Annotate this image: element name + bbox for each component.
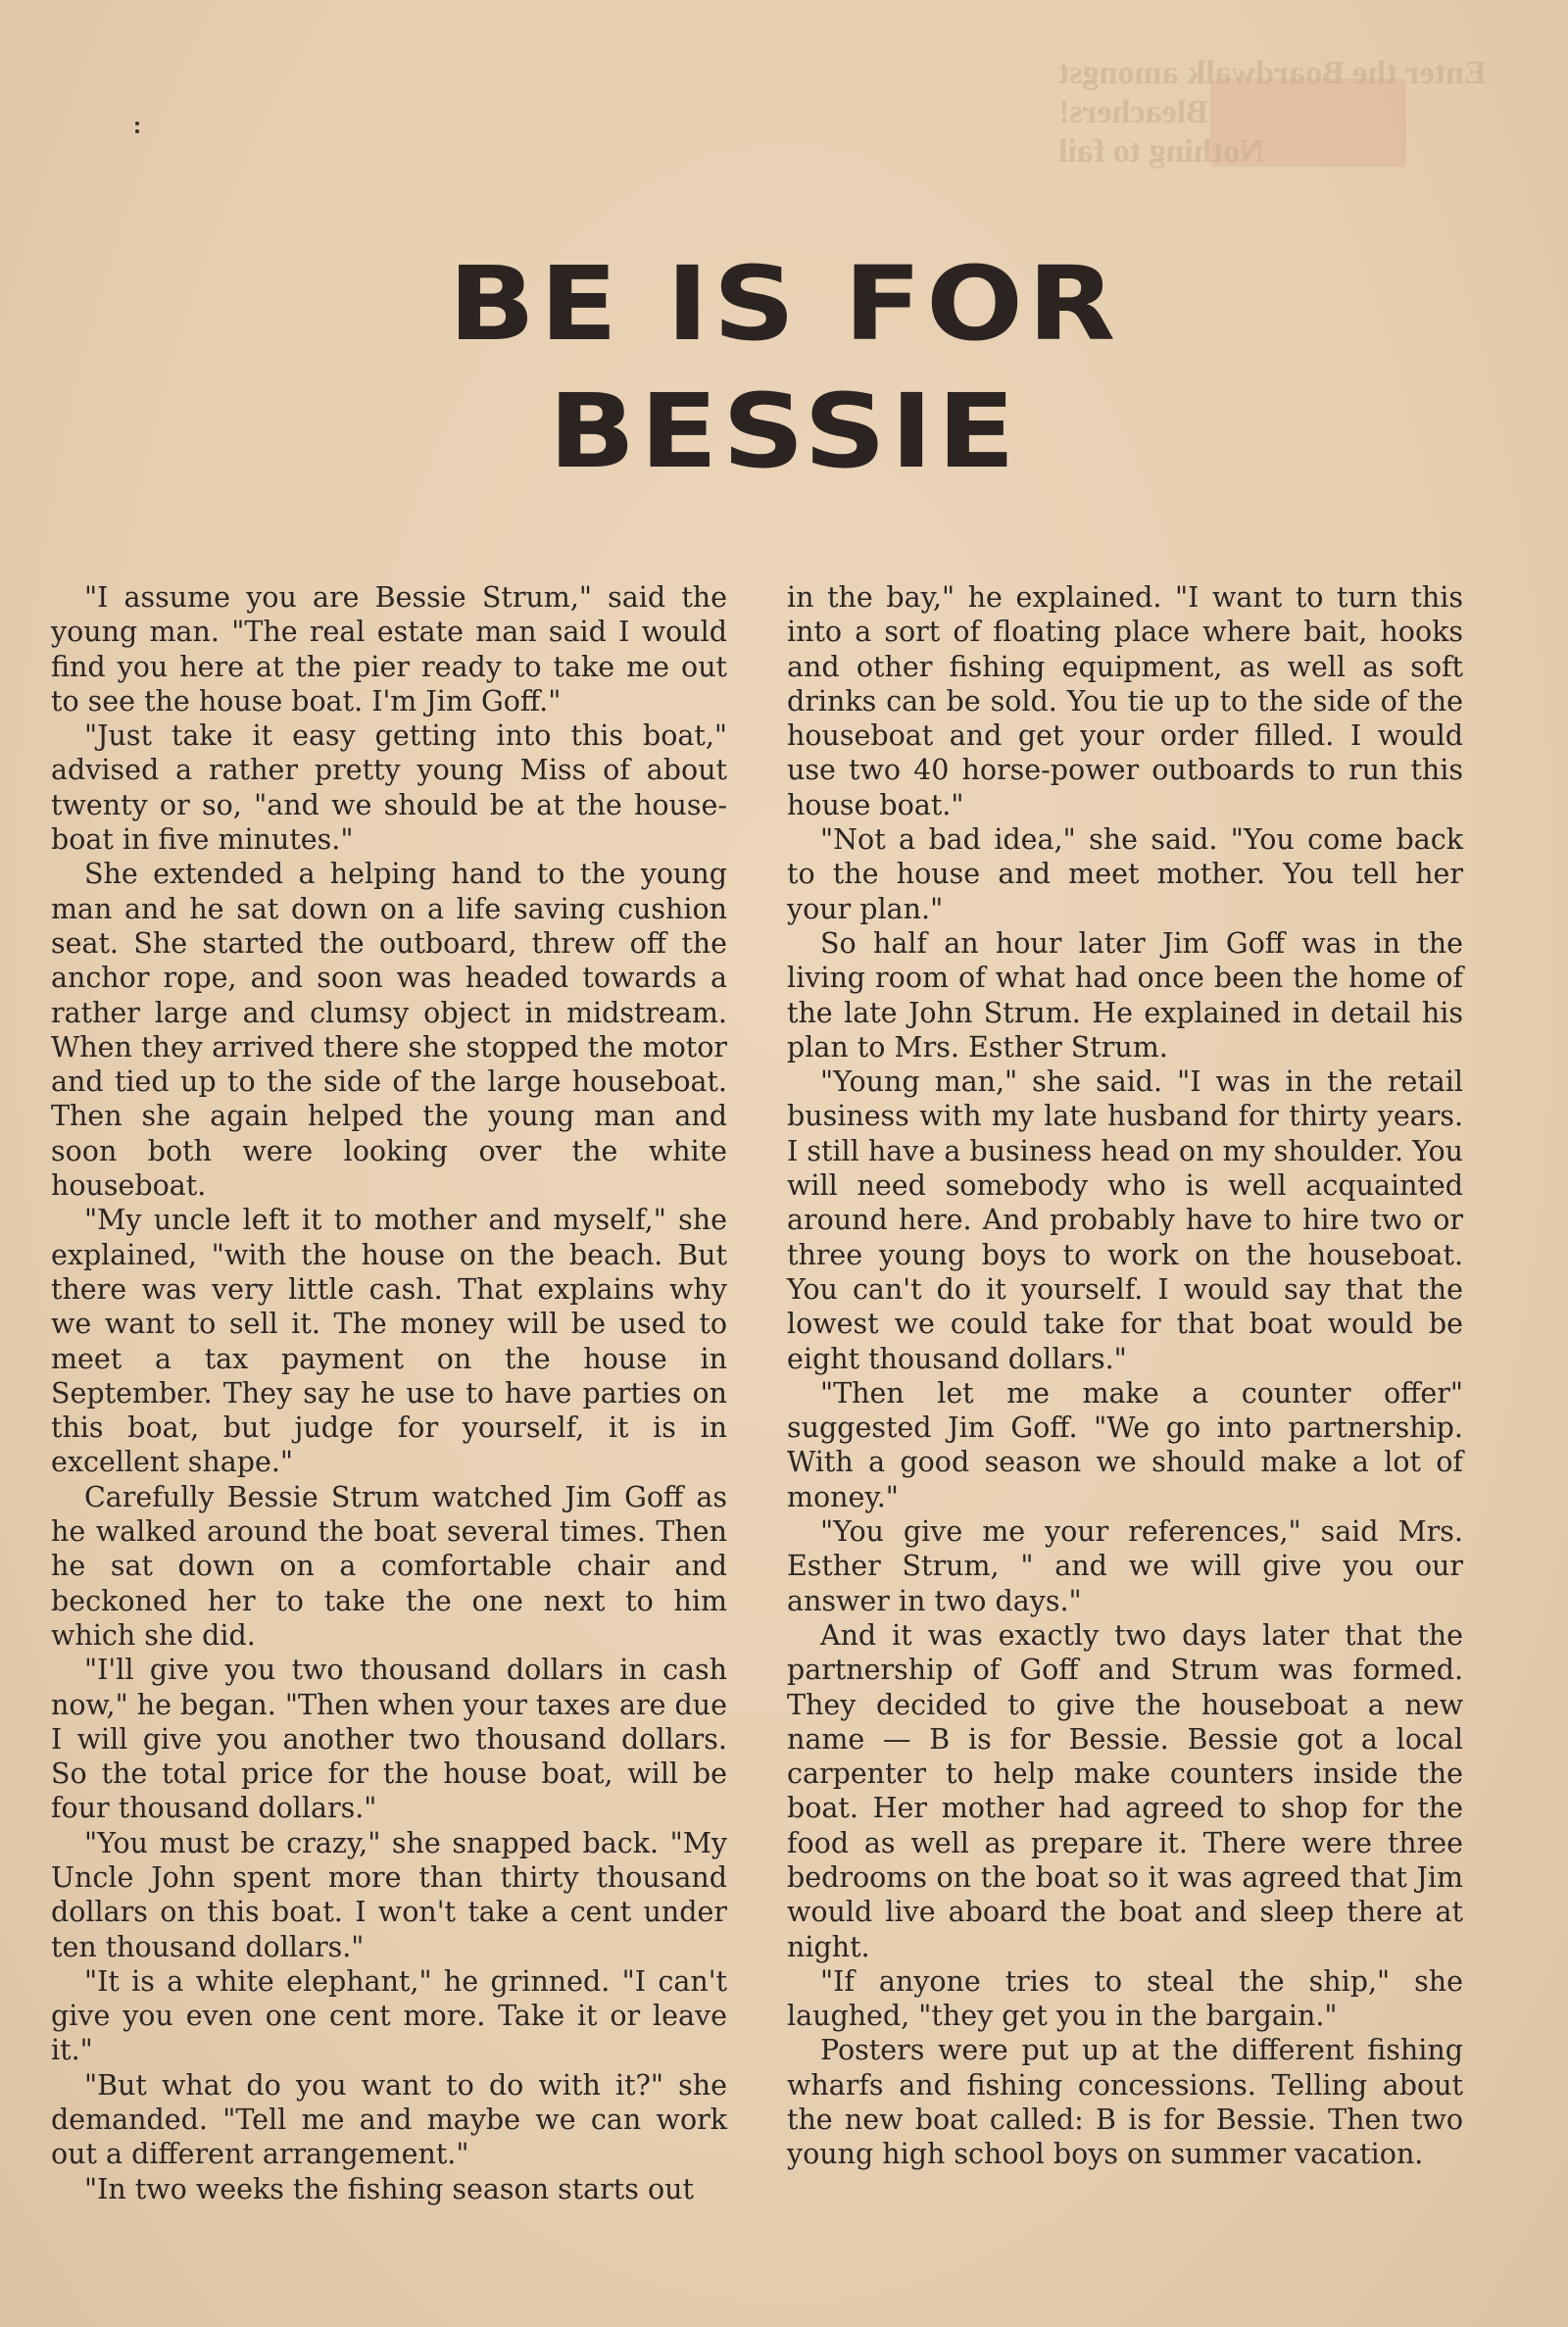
paragraph: "My uncle left it to mother and myself," she explained, "with the house on the beach. But there was very little cash. That explains why we want to sell it. The money will be used to meet a tax payment on the house in September. They say he use to have parties on this boat, but judge for yourself, it is in excellent shape." (51, 1204, 727, 1479)
right-column (787, 580, 1463, 2172)
paragraph: "It is a white elephant," he grinned. "I can't give you even one cent more. Take it or leave it." (51, 1964, 727, 2067)
paragraph: Posters were put up at the different fishing wharfs and fishing concessions. Telling about the new boat called: B is for Bessie. Then two young high school boys on summer vacation. (787, 2034, 1463, 2171)
paragraph: "I assume you are Bessie Strum," said the young man. "The real estate man said I would find you here at the pier ready to take me out to see the house boat. I'm Jim Goff." (51, 581, 727, 718)
paragraph: "I'll give you two thousand dollars in cash now," he began. "Then when your taxes are due I will give you another two thousand dollars. So the total price for the house boat, will be four thousand dollars." (51, 1654, 728, 1825)
paragraph: "In two weeks the fishing season starts out (84, 2172, 694, 2205)
print-speck (135, 129, 139, 133)
paragraph: So half an hour later Jim Goff was in the living room of what had once been the home of the late John Strum. He explained in detail his plan to Mrs. Esther Strum. (787, 926, 1463, 1064)
paragraph: "Then let me make a counter offer" suggested Jim Goff. "We go into partnership. With a good season we should make a lot of money." (787, 1376, 1463, 1513)
paragraph: "Young man," she said. "I was in the retail business with my late husband for thirty years. I still have a business head on my shoulder. You will need somebody who is well acquainted around here. And probably have to hire two or three young boys to work on the houseboat. You can't do it yourself. I would say that the lowest we could take for that boat would be eight thousand dollars." (787, 1065, 1463, 1375)
title-line-2: BESSIE (548, 371, 1020, 491)
story-title (0, 240, 1568, 495)
paragraph: "Just take it easy getting into this boat," advised a rather pretty young Miss of about twenty or so, "and we should be at the house-boat in five minutes." (51, 719, 727, 857)
left-column (51, 580, 727, 2206)
bleed-through-line-2: Nothing to fail (1058, 133, 1264, 170)
title-line-1: BE IS FOR (448, 244, 1120, 364)
paragraph: "If anyone tries to steal the ship," she laughed, "they get you in the bargain." (787, 1964, 1463, 2033)
paragraph: "But what do you want to do with it?" she demanded. "Tell me and maybe we can work out a different arrangement." (51, 2068, 727, 2171)
paragraph: She extended a helping hand to the young man and he sat down on a life saving cushion seat. She started the outboard, threw off the anchor rope, and soon was headed towards a rather large and clumsy object in midstream. When they arrived there she stopped the motor and tied up to the side of the large houseboat. Then she again helped the young man and soon both were looking over the white houseboat. (51, 858, 727, 1203)
paragraph: "You must be crazy," she snapped back. "My Uncle John spent more than thirty thousand dollars on this boat. I won't take a cent under ten thousand dollars." (51, 1826, 727, 1963)
bleed-through-line-1: Enter the Boardwalk amongst Bleachers! (1058, 55, 1487, 130)
paragraph: "You give me your references," said Mrs. Esther Strum, " and we will give you our answer in two days." (787, 1515, 1463, 1617)
paragraph: "Not a bad idea," she said. "You come back to the house and meet mother. You tell her your plan." (787, 823, 1463, 925)
bleed-through-text (1058, 54, 1529, 172)
paragraph: And it was exactly two days later that the partnership of Goff and Strum was formed. They decided to give the houseboat a new name — B is for Bessie. Bessie got a local carpenter to help make counters inside the boat. Her mother had agreed to shop for the food as well as prepare it. There were three bedrooms on the boat so it was agreed that Jim would live aboard the boat and sleep there at night. (787, 1618, 1463, 1963)
paragraph: in the bay," he explained. "I want to turn this into a sort of floating place where bait, hooks and other fishing equipment, as well as soft drinks can be sold. You tie up to the side of the houseboat and get your order filled. I would use two 40 horse-power outboards to run this house boat." (787, 581, 1463, 821)
paragraph: Carefully Bessie Strum watched Jim Goff as he walked around the boat several times. Then he sat down on a comfortable chair and beckoned her to take the one next to him which she did. (51, 1480, 727, 1652)
print-speck (135, 122, 139, 125)
